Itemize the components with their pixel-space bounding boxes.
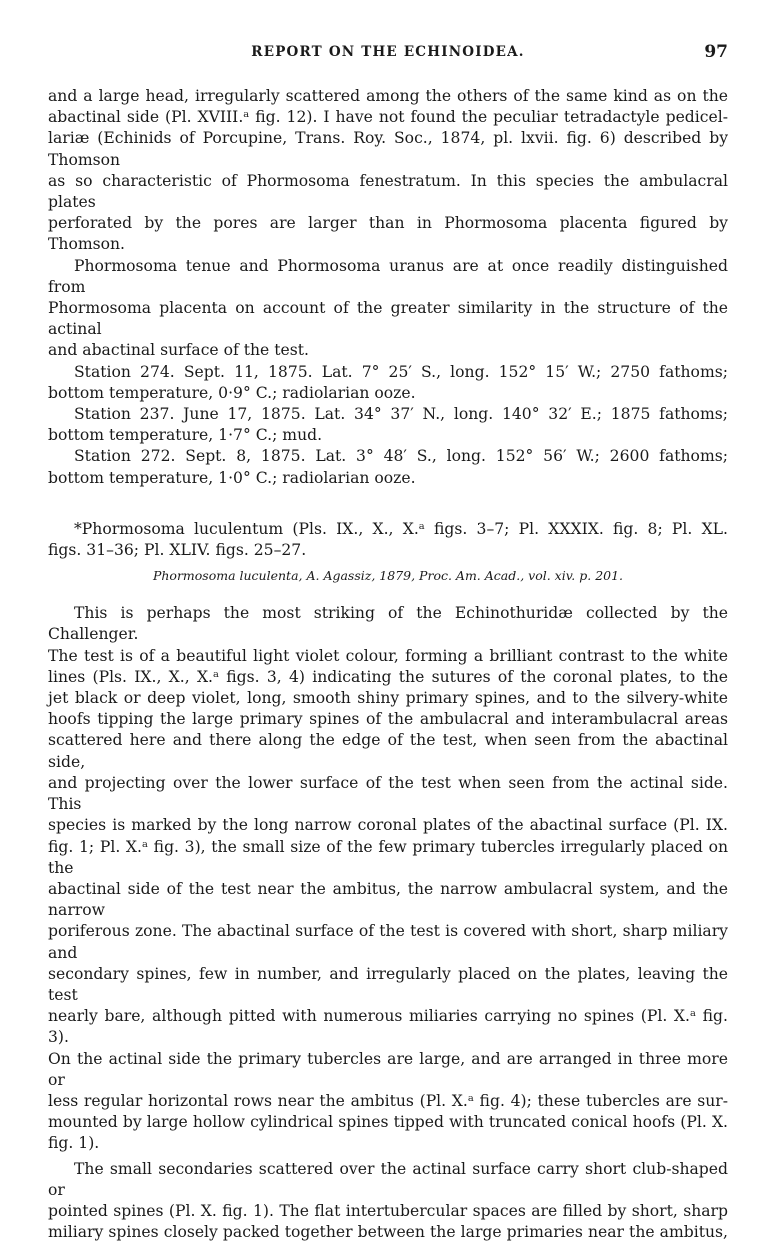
- text-line: bottom temperature, 1·0° C.; radiolarian ooze.: [48, 468, 416, 487]
- text-line: bottom temperature, 0·9° C.; radiolarian ooze.: [48, 383, 416, 402]
- species-heading: [48, 519, 728, 561]
- paragraph-description: [48, 603, 728, 1154]
- text-line: Phormosoma placenta on account of the greater similarity in the structure of the actinal: [48, 299, 728, 339]
- citation-text: Phormosoma luculenta, A. Agassiz, 1879, Proc. Am. Acad., vol. xiv. p. 201.: [152, 568, 624, 584]
- body-text: [48, 86, 728, 1243]
- text-line: On the actinal side the primary tubercles are large, and are arranged in three more or: [48, 1049, 728, 1089]
- text-line: *Phormosoma luculentum (Pls. IX., X., X.ᵃ figs. 3–7; Pl. XXXIX. fig. 8; Pl. XL.: [74, 519, 728, 538]
- paragraph-continuation: [48, 86, 728, 256]
- paragraph-secondaries: [48, 1159, 728, 1243]
- text-line: as so characteristic of Phormosoma fenestratum. In this species the ambulacral plates: [48, 171, 728, 212]
- paragraph-comparison: [48, 256, 728, 362]
- text-line: figs. 31–36; Pl. XLIV. figs. 25–27.: [48, 541, 307, 560]
- text-line: nearly bare, although pitted with numerous miliaries carrying no spines (Pl. X.ᵃ fig. 3).: [48, 1007, 728, 1047]
- text-line: The small secondaries scattered over the actinal surface carry short club-shaped or: [48, 1159, 728, 1199]
- text-line: lines (Pls. IX., X., X.ᵃ figs. 3, 4) indicating the sutures of the coronal plates, to the: [48, 667, 728, 686]
- synonymy-citation: [48, 567, 728, 585]
- text-line: scattered here and there along the edge of the test, when seen from the abactinal side,: [48, 731, 728, 771]
- text-line: bottom temperature, 1·7° C.; mud.: [48, 426, 323, 445]
- text-line: This is perhaps the most striking of the Echinothuridæ collected by the Challenger.: [48, 604, 728, 644]
- page-number: 97: [704, 42, 728, 62]
- text-line: fig. 1; Pl. X.ᵃ fig. 3), the small size of the few primary tubercles irregularly placed on the: [48, 837, 728, 877]
- station-record: [48, 446, 728, 488]
- text-line: poriferous zone. The abactinal surface of the test is covered with short, sharp miliary and: [48, 922, 728, 962]
- text-line: miliary spines closely packed together between the large primaries near the ambitus,: [48, 1223, 728, 1242]
- text-line: abactinal side (Pl. XVIII.ᵃ fig. 12). I have not found the peculiar tetradactyle pedicel-: [48, 108, 728, 127]
- text-line: The test is of a beautiful light violet colour, forming a brilliant contrast to the white: [48, 646, 728, 665]
- text-line: Station 274. Sept. 11, 1875. Lat. 7° 25′ S., long. 152° 15′ W.; 2750 fathoms;: [74, 362, 728, 381]
- text-line: and abactinal surface of the test.: [48, 341, 309, 360]
- text-line: abactinal side of the test near the ambitus, the narrow ambulacral system, and the narrow: [48, 879, 728, 920]
- text-line: and projecting over the lower surface of the test when seen from the actinal side. This: [48, 773, 728, 814]
- text-line: hoofs tipping the large primary spines of the ambulacral and interambulacral areas: [48, 710, 728, 729]
- text-line: Phormosoma tenue and Phormosoma uranus are at once readily distinguished from: [48, 256, 728, 296]
- text-line: less regular horizontal rows near the ambitus (Pl. X.ᵃ fig. 4); these tubercles are sur-: [48, 1091, 728, 1110]
- text-line: species is marked by the long narrow coronal plates of the abactinal surface (Pl. IX.: [48, 816, 728, 835]
- station-record: [48, 404, 728, 446]
- text-line: Station 237. June 17, 1875. Lat. 34° 37′ N., long. 140° 32′ E.; 1875 fathoms;: [74, 405, 728, 424]
- text-line: secondary spines, few in number, and irregularly placed on the plates, leaving the test: [48, 964, 728, 1004]
- text-line: lariæ (Echinids of Porcupine, Trans. Roy. Soc., 1874, pl. lxvii. fig. 6) described by Thomson: [48, 129, 728, 169]
- page-header: [48, 44, 728, 68]
- text-line: perforated by the pores are larger than in Phormosoma placenta figured by Thomson.: [48, 214, 728, 254]
- text-line: jet black or deep violet, long, smooth shiny primary spines, and to the silvery-white: [48, 689, 728, 708]
- text-line: fig. 1).: [48, 1134, 100, 1153]
- text-line: and a large head, irregularly scattered among the others of the same kind as on the: [48, 87, 728, 105]
- running-title: REPORT ON THE ECHINOIDEA.: [251, 44, 525, 60]
- text-line: pointed spines (Pl. X. fig. 1). The flat intertubercular spaces are filled by short, sharp: [48, 1201, 728, 1220]
- text-line: Station 272. Sept. 8, 1875. Lat. 3° 48′ S., long. 152° 56′ W.; 2600 fathoms;: [74, 447, 728, 466]
- station-record: [48, 362, 728, 404]
- text-line: mounted by large hollow cylindrical spines tipped with truncated conical hoofs (Pl. X.: [48, 1113, 728, 1132]
